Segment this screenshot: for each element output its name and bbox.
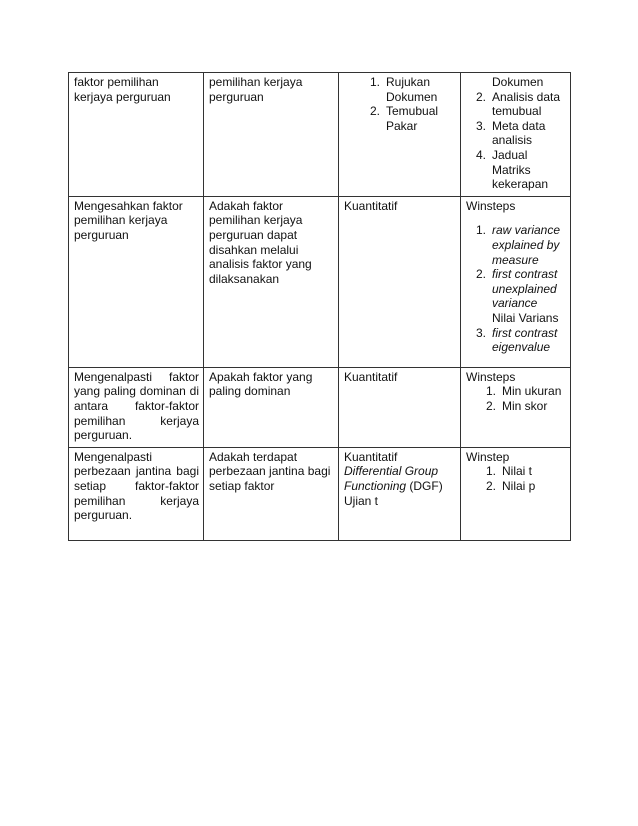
- analysis-cell: [461, 367, 571, 447]
- list-item: 2. first contrast unexplained variance: [475, 267, 558, 311]
- list-item-note: Nilai Varians: [492, 310, 559, 325]
- question-cell: Adakah faktor pemilihan kerjaya perguruan dapat disahkan melalui analisis faktor yang dilaksanakan: [204, 196, 339, 367]
- question-cell: Adakah terdapat perbezaan jantina bagi setiap faktor: [204, 447, 339, 540]
- list-item-continued: Dokumen: [492, 75, 544, 89]
- list-item: 2. Min skor: [485, 398, 548, 413]
- list-item: 3. Meta data analisis: [475, 118, 546, 148]
- analysis-cell: [461, 196, 571, 367]
- tool-name: Winsteps: [466, 369, 516, 384]
- method-cell: Kuantitatif: [339, 196, 461, 367]
- list-item: 1. Min ukuran: [485, 384, 562, 399]
- method-cell: Kuantitatif: [339, 367, 461, 447]
- question-cell: Apakah faktor yang paling dominan: [204, 367, 339, 447]
- list-item: 1. Rujukan Dokumen: [369, 75, 438, 104]
- list-item: 2. Nilai p: [485, 478, 536, 493]
- question-cell: pemilihan kerjaya perguruan: [204, 73, 339, 197]
- method-cell: [339, 73, 461, 197]
- table-row: [69, 367, 571, 447]
- list-item: 1. Nilai t: [485, 464, 533, 479]
- objective-cell: Mengesahkan faktor pemilihan kerjaya perguruan: [69, 196, 204, 367]
- tool-name: Winstep: [466, 449, 510, 464]
- list-item: 1. raw variance explained by measure: [475, 223, 561, 267]
- list-item: 3. first contrast eigenvalue: [475, 325, 558, 355]
- list-item: 4. Jadual Matriks kekerapan: [475, 147, 549, 192]
- tool-name: Winsteps: [466, 198, 516, 213]
- objective-cell: Mengenalpasti perbezaan jantina bagi setiap faktor-faktor pemilihan kerjaya perguruan.: [69, 447, 204, 540]
- table-row: [69, 196, 571, 367]
- list-item: 2. Analisis data temubual: [475, 89, 561, 119]
- analysis-cell: [461, 447, 571, 540]
- objective-cell: faktor pemilihan kerjaya perguruan: [69, 73, 204, 197]
- analysis-cell: [461, 73, 571, 197]
- table-row: [69, 73, 571, 197]
- table-row: [69, 447, 571, 540]
- list-item: 2. Temubual Pakar: [369, 104, 439, 133]
- objective-cell: Mengenalpasti faktor yang paling dominan di antara faktor-faktor pemilihan kerjaya perguruan.: [69, 367, 204, 447]
- method-cell: Kuantitatif Differential Group Functioning (DGF) Ujian t: [339, 447, 461, 540]
- research-methods-table: [68, 72, 571, 541]
